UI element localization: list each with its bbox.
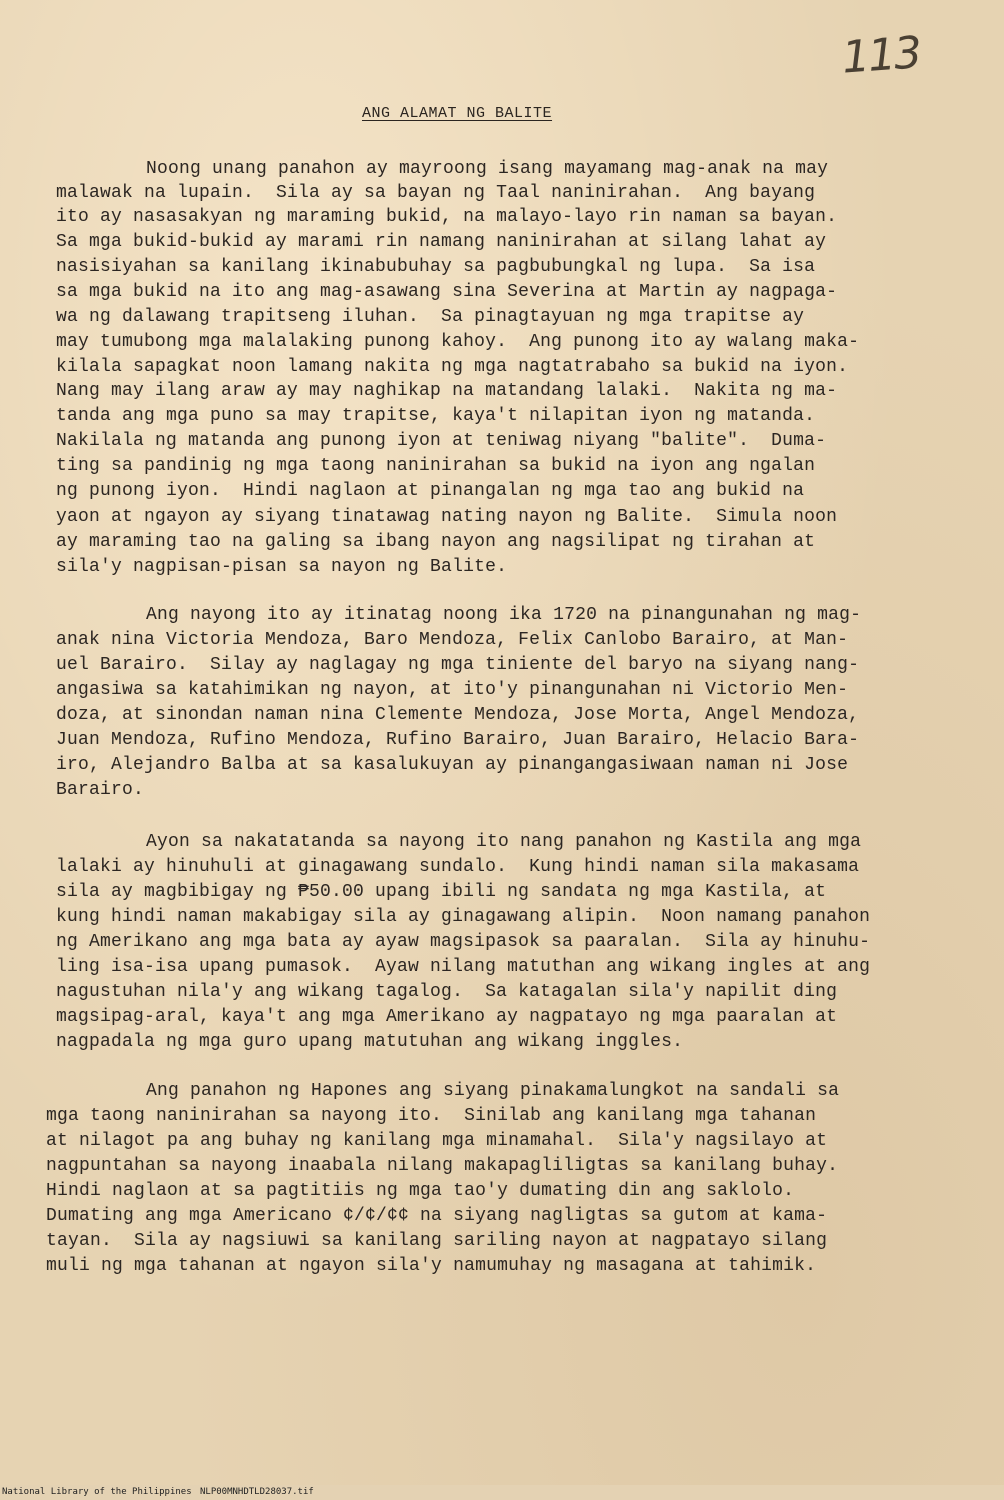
text-line: angasiwa sa katahimikan ng nayon, at ito'y pinangunahan ni Victorio Men- [56,680,849,700]
text-line: Ang nayong ito ay itinatag noong ika 1720 na pinangunahan ng mag- [146,605,862,625]
document-title: ANG ALAMAT NG BALITE [362,105,553,122]
text-line: wa ng dalawang trapitseng iluhan. Sa pinagtayuan ng mga trapitse ay [56,307,805,327]
text-line: doza, at sinondan naman nina Clemente Mendoza, Jose Morta, Angel Mendoza, [56,705,860,725]
text-line: magsipag-aral, kaya't ang mga Amerikano ay nagpatayo ng mga paaralan at [56,1007,838,1027]
text-line: tanda ang mga puno sa may trapitse, kaya't nilapitan iyon ng matanda. [56,406,816,426]
text-line: iro, Alejandro Balba at sa kasalukuyan ay pinangangasiwaan naman ni Jose [56,755,849,775]
text-line: malawak na lupain. Sila ay sa bayan ng Taal naninirahan. Ang bayang [56,183,816,203]
text-line: ng Amerikano ang mga bata ay ayaw magsipasok sa paaralan. Sila ay hinuhu- [56,932,871,952]
text-line: ito ay nasasakyan ng maraming bukid, na malayo-layo rin naman sa bayan. [56,207,838,227]
text-line: at nilagot pa ang buhay ng kanilang mga minamahal. Sila'y nagsilayo at [46,1131,828,1151]
text-line: kilala sapagkat noon lamang nakita ng mga nagtatrabaho sa bukid na iyon. [56,357,849,377]
text-line: anak nina Victoria Mendoza, Baro Mendoza, Felix Canlobo Barairo, at Man- [56,630,849,650]
text-line: ng punong iyon. Hindi naglaon at pinangalan ng mga tao ang bukid na [56,481,805,501]
page-number: 113 [840,27,922,84]
text-line: Nang may ilang araw ay may naghikap na matandang lalaki. Nakita ng ma- [56,381,838,401]
text-line: Juan Mendoza, Rufino Mendoza, Rufino Barairo, Juan Barairo, Helacio Bara- [56,730,860,750]
footer-institution: National Library of the Philippines [2,1487,192,1497]
text-line: nasisiyahan sa kanilang ikinabubuhay sa pagbubungkal ng lupa. Sa isa [56,257,816,277]
text-line: nagpuntahan sa nayong inaabala nilang makapagliligtas sa kanilang buhay. [46,1156,839,1176]
text-line: uel Barairo. Silay ay naglagay ng mga tiniente del baryo na siyang nang- [56,655,860,675]
footer-file-id: NLP00MNHDTLD28037.tif [200,1487,314,1497]
text-line: Hindi naglaon at sa pagtitiis ng mga tao'y dumating din ang saklolo. [46,1181,795,1201]
text-line: ling isa-isa upang pumasok. Ayaw nilang matuthan ang wikang ingles at ang [56,957,871,977]
text-line: yaon at ngayon ay siyang tinatawag nating nayon ng Balite. Simula noon [56,507,838,527]
text-line: sila'y nagpisan-pisan sa nayon ng Balite. [56,557,508,577]
text-line: muli ng mga tahanan at ngayon sila'y namumuhay ng masagana at tahimik. [46,1256,817,1276]
text-line: sa mga bukid na ito ang mag-asawang sina Severina at Martin ay nagpaga- [56,282,838,302]
text-line: sila ay magbibigay ng ₱50.00 upang ibili ng sandata ng mga Kastila, at [56,882,827,902]
text-line: mga taong naninirahan sa nayong ito. Sinilab ang kanilang mga tahanan [46,1106,817,1126]
text-line: kung hindi naman makabigay sila ay ginagawang alipin. Noon namang panahon [56,907,871,927]
text-line: Ang panahon ng Hapones ang siyang pinakamalungkot na sandali sa [146,1081,840,1101]
text-line: Sa mga bukid-bukid ay marami rin namang naninirahan at silang lahat ay [56,232,827,252]
text-line: Dumating ang mga Americano ¢/¢/¢¢ na siyang nagligtas sa gutom at kama- [46,1206,828,1226]
text-line: nagustuhan nila'y ang wikang tagalog. Sa katagalan sila'y napilit ding [56,982,838,1002]
text-line: lalaki ay hinuhuli at ginagawang sundalo. Kung hindi naman sila makasama [56,857,860,877]
scan-footer [0,1485,1004,1500]
text-line: ting sa pandinig ng mga taong naninirahan sa bukid na iyon ang ngalan [56,456,816,476]
text-line: ay maraming tao na galing sa ibang nayon ang nagsilipat ng tirahan at [56,532,816,552]
text-line: Ayon sa nakatatanda sa nayong ito nang panahon ng Kastila ang mga [146,832,862,852]
text-line: Noong unang panahon ay mayroong isang mayamang mag-anak na may [146,159,829,179]
text-line: nagpadala ng mga guro upang matutuhan ang wikang inggles. [56,1032,684,1052]
text-line: Barairo. [56,780,145,800]
text-line: may tumubong mga malalaking punong kahoy. Ang punong ito ay walang maka- [56,332,860,352]
text-line: Nakilala ng matanda ang punong iyon at teniwag niyang "balite". Duma- [56,431,827,451]
text-line: tayan. Sila ay nagsiuwi sa kanilang sariling nayon at nagpatayo silang [46,1231,828,1251]
